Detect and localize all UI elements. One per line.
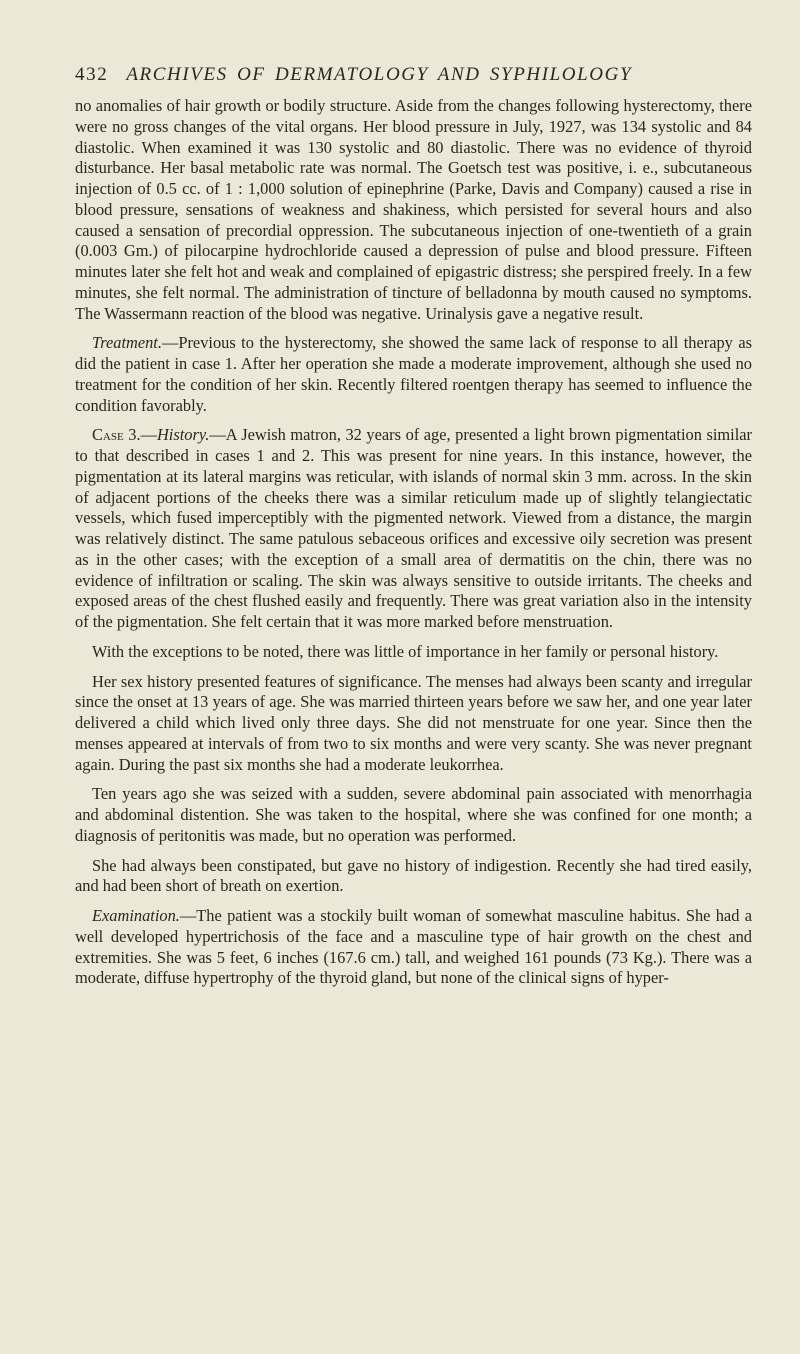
paragraph-text: —A Jewish matron, 32 years of age, presented a light brown pigmentation similar to that described in cases 1 and 2. This was present for nine years. In this instance, however, the pigmentation at its lateral margins was reticular, with islands of normal skin 3 mm. across. In the skin of adjacent portions of the cheeks there was a similar reticulum made up of slightly telangiectatic vessels, which fused imperceptibly with the pigmented network. Viewed from a distance, the margin was relatively distinct. The same patulous sebaceous orifices and excessive oily secretion was present as in the other cases; with the exception of a small area of dermatitis on the chin, there was no evidence of infiltration or scaling. The skin was always sensitive to outside irritants. The cheeks and exposed areas of the chest flushed easily and frequently. There was great variation also in the intensity of the pigmentation. She felt certain that it was more marked before menstruation.	[75, 425, 752, 631]
paragraph: She had always been constipated, but gave no history of indigestion. Recently she had tired easily, and had been short of breath on exertion.	[75, 855, 752, 896]
paragraph	[75, 425, 752, 633]
paragraph-text: —The patient was a stockily built woman of somewhat masculine habitus. She had a well developed hypertrichosis of the face and a masculine type of hair growth on the chest and extremities. She was 5 feet, 6 inches (167.6 cm.) tall, and weighed 161 pounds (73 Kg.). There was a moderate, diffuse hypertrophy of the thyroid gland, but none of the clinical signs of hyper-	[75, 906, 752, 988]
dash: —	[140, 425, 157, 445]
paragraph: Her sex history presented features of significance. The menses had always been scanty and irregular since the onset at 13 years of age. She was married thirteen years before we saw her, and one year later delivered a child which lived only three days. She did not menstruate for one year. Since then the menses appeared at intervals of from two to six months and were very scanty. She was never pregnant again. During the past six months she had a moderate leukorrhea.	[75, 671, 752, 774]
case-heading: Case 3.	[92, 425, 141, 445]
page-number: 432	[75, 64, 109, 85]
paragraph	[75, 906, 752, 989]
paragraph	[75, 333, 752, 416]
section-heading: Examination.	[92, 906, 180, 925]
paragraph-text: —Previous to the hysterectomy, she showed the same lack of response to all therapy as did the patient in case 1. After her operation she made a moderate improvement, although she used no treatment for the condition of her skin. Recently filtered roentgen therapy has seemed to influence the condition favorably.	[75, 333, 752, 415]
running-title: ARCHIVES OF DERMATOLOGY AND SYPHILOLOGY	[126, 64, 633, 85]
section-heading: History.	[156, 425, 210, 445]
paragraph: no anomalies of hair growth or bodily structure. Aside from the changes following hysterectomy, there were no gross changes of the vital organs. Her blood pressure in July, 1927, was 134 systolic and 84 diastolic. When examined it was 130 systolic and 80 diastolic. There was no evidence of thyroid disturbance. Her basal metabolic rate was normal. The Goetsch test was positive, i. e., subcutaneous injection of 0.5 cc. of 1 : 1,000 solution of epinephrine (Parke, Davis and Company) caused a rise in blood pressure, sensations of weakness and shakiness, which persisted for several hours and also caused a sensation of precordial oppression. The subcutaneous injection of one-twentieth of a grain (0.003 Gm.) of pilocarpine hydrochloride caused a depression of pulse and blood pressure. Fifteen minutes later she felt hot and weak and complained of epigastric distress; she perspired freely. In a few minutes, she felt normal. The administration of tincture of belladonna by mouth caused no symptoms. The Wassermann reaction of the blood was negative. Urinalysis gave a negative result.	[75, 96, 752, 323]
article-body	[75, 96, 752, 989]
section-heading: Treatment.	[92, 333, 162, 353]
paragraph: With the exceptions to be noted, there was little of importance in her family or personal history.	[92, 641, 719, 661]
running-header	[75, 64, 752, 86]
paragraph: Ten years ago she was seized with a sudden, severe abdominal pain associated with menorrhagia and abdominal distention. She was taken to the hospital, where she was confined for one month; a diagnosis of peritonitis was made, but no operation was performed.	[75, 784, 752, 845]
